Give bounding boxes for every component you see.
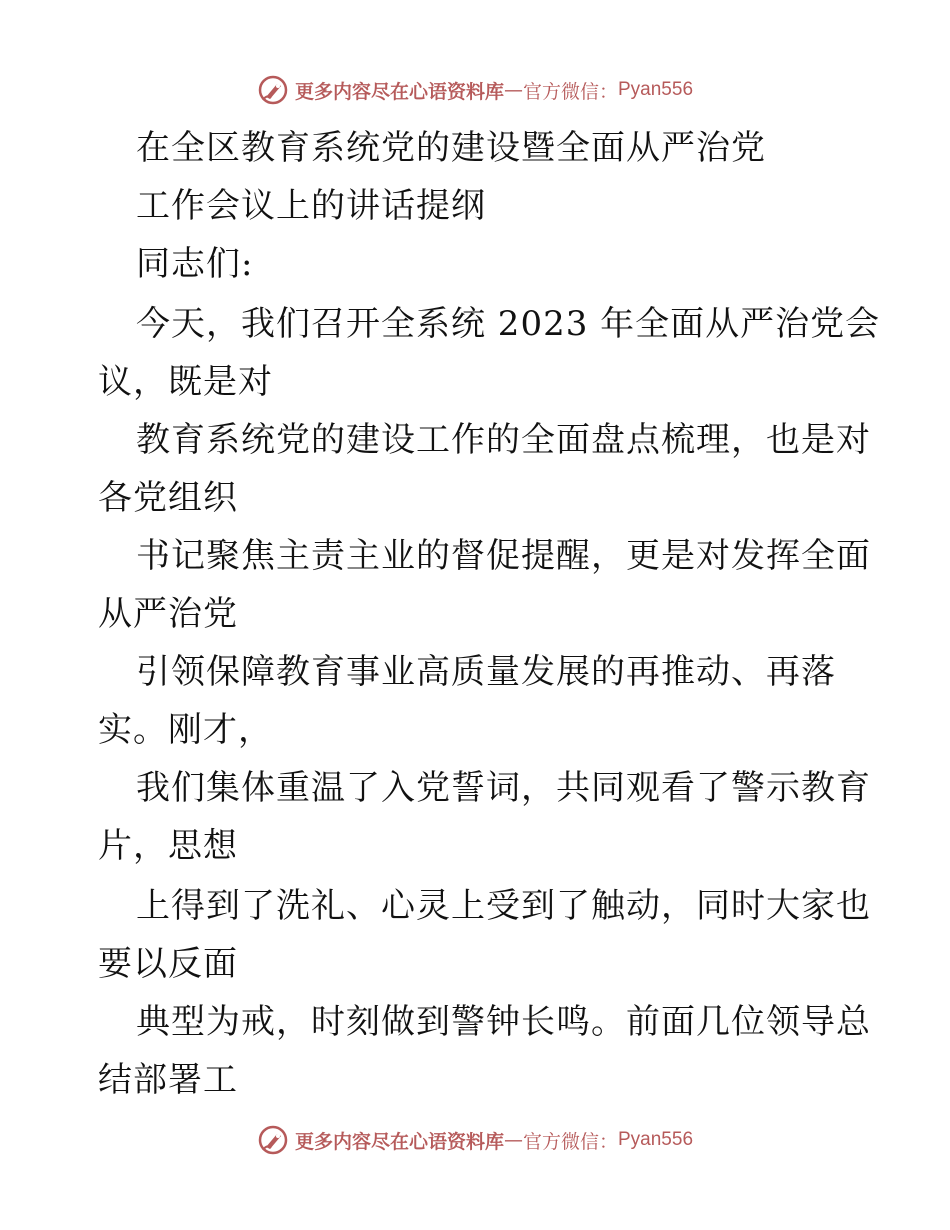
paragraph-line: 各党组织 [98,478,238,518]
greeting: 同志们: [136,244,254,284]
watermark-text: 更多内容尽在心语资料库 [294,80,504,103]
document-title-line-2: 工作会议上的讲话提纲 [136,186,486,226]
paragraph-line: 引领保障教育事业高质量发展的再推动、再落 [136,652,836,692]
paragraph-line: 教育系统党的建设工作的全面盘点梳理，也是对 [136,420,871,460]
paragraph-line: 议，既是对 [98,362,273,402]
watermark-wechat-id: Pyan556 [618,79,694,100]
watermark-dash: — [503,79,523,101]
paragraph-line: 我们集体重温了入党誓词，共同观看了警示教育 [136,768,871,808]
document-title-line-1: 在全区教育系统党的建设暨全面从严治党 [136,128,766,168]
paragraph-line: 今天，我们召开全系统 2023 年全面从严治党会 [136,304,881,344]
pen-nib-logo-icon [257,74,289,106]
paragraph-line: 实。刚才， [98,710,273,750]
footer-watermark [0,1120,950,1160]
pen-nib-logo-icon [257,1124,289,1156]
paragraph-line: 从严治党 [98,594,238,634]
watermark-wechat-id: Pyan556 [618,1129,694,1150]
paragraph-line: 上得到了洗礼、心灵上受到了触动，同时大家也 [136,886,871,926]
paragraph-line: 要以反面 [98,944,238,984]
watermark-dash: — [503,1129,523,1151]
watermark-official-label: 官方微信： [522,1130,618,1153]
watermark-text: 更多内容尽在心语资料库 [294,1130,504,1153]
paragraph-line: 片，思想 [98,826,238,866]
paragraph-line: 典型为戒，时刻做到警钟长鸣。前面几位领导总 [136,1002,871,1042]
watermark-official-label: 官方微信： [522,80,618,103]
paragraph-line: 结部署工 [98,1060,238,1100]
header-watermark [0,70,950,110]
paragraph-line: 书记聚焦主责主业的督促提醒，更是对发挥全面 [136,536,871,576]
